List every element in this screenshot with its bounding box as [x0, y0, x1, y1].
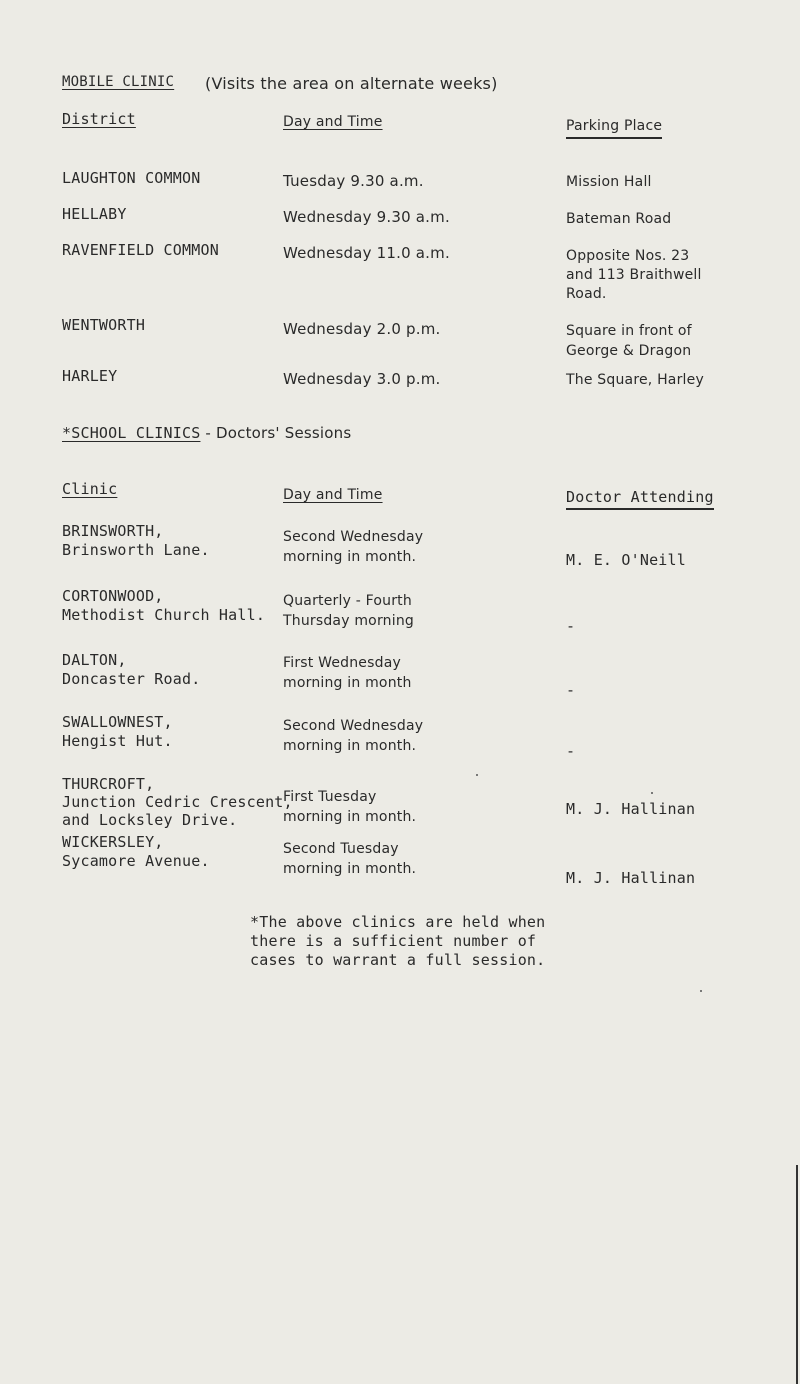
mobile-row-day-time: Wednesday 11.0 a.m. [283, 244, 450, 262]
scan-speck [700, 990, 702, 992]
mobile-row-district: WENTWORTH [62, 316, 146, 334]
school-row-clinic: DALTON, Doncaster Road. [62, 651, 201, 688]
scan-speck [651, 792, 653, 794]
mobile-row-parking: Opposite Nos. 23 and 113 Braithwell Road. [566, 248, 702, 302]
mobile-clinic-subheading: (Visits the area on alternate weeks) [205, 74, 498, 93]
school-clinics-heading-rest: - Doctors' Sessions [200, 424, 352, 442]
mobile-clinic-heading: MOBILE CLINIC [62, 74, 175, 90]
column-header-district: District [62, 110, 136, 128]
footnote: *The above clinics are held when there is a sufficient number of cases to warrant a full session. [250, 913, 546, 969]
mobile-row-day-time: Tuesday 9.30 a.m. [283, 172, 424, 190]
scan-speck [476, 774, 478, 776]
school-row-doctor: - [566, 681, 576, 699]
school-row-day-time: Second Wednesday morning in month. [283, 718, 424, 754]
school-row-day-time: Second Tuesday morning in month. [283, 841, 417, 877]
school-row-clinic: BRINSWORTH, Brinsworth Lane. [62, 522, 210, 559]
school-row-doctor: M. J. Hallinan [566, 869, 696, 887]
mobile-row-district: LAUGHTON COMMON [62, 169, 201, 187]
mobile-row-day-time: Wednesday 2.0 p.m. [283, 320, 441, 338]
column-header-doctor: Doctor Attending [566, 488, 714, 510]
mobile-row-district: RAVENFIELD COMMON [62, 241, 219, 259]
school-row-doctor: - [566, 617, 576, 635]
mobile-row-district: HELLABY [62, 205, 127, 223]
mobile-row-parking: Square in front of George & Dragon [566, 323, 692, 359]
mobile-row-day-time: Wednesday 3.0 p.m. [283, 370, 441, 388]
school-row-day-time: First Tuesday morning in month. [283, 789, 417, 825]
column-header-parking: Parking Place [566, 117, 662, 139]
school-clinics-heading-main: *SCHOOL CLINICS [62, 424, 201, 442]
column-header-day-time: Day and Time [283, 487, 383, 503]
school-row-clinic: SWALLOWNEST, Hengist Hut. [62, 713, 173, 750]
school-row-clinic: WICKERSLEY, Sycamore Avenue. [62, 833, 210, 870]
school-clinics-heading [62, 424, 351, 443]
mobile-row-parking: Mission Hall [566, 174, 652, 190]
school-row-day-time: First Wednesday morning in month [283, 655, 412, 691]
school-row-day-time: Second Wednesday morning in month. [283, 529, 424, 565]
school-row-day-time: Quarterly - Fourth Thursday morning [283, 593, 414, 629]
school-row-doctor: M. J. Hallinan [566, 800, 696, 818]
mobile-row-day-time: Wednesday 9.30 a.m. [283, 208, 450, 226]
column-header-day-time: Day and Time [283, 114, 383, 130]
scan-edge-line [796, 1165, 798, 1384]
school-row-doctor: M. E. O'Neill [566, 551, 686, 569]
school-row-clinic: CORTONWOOD, Methodist Church Hall. [62, 587, 266, 624]
column-header-clinic: Clinic [62, 480, 118, 498]
school-row-doctor: - [566, 742, 576, 760]
school-row-clinic: THURCROFT, Junction Cedric Crescent, and Locksley Drive. [62, 775, 293, 829]
mobile-row-parking: The Square, Harley [566, 372, 704, 388]
mobile-row-district: HARLEY [62, 367, 118, 385]
mobile-row-parking: Bateman Road [566, 211, 672, 227]
